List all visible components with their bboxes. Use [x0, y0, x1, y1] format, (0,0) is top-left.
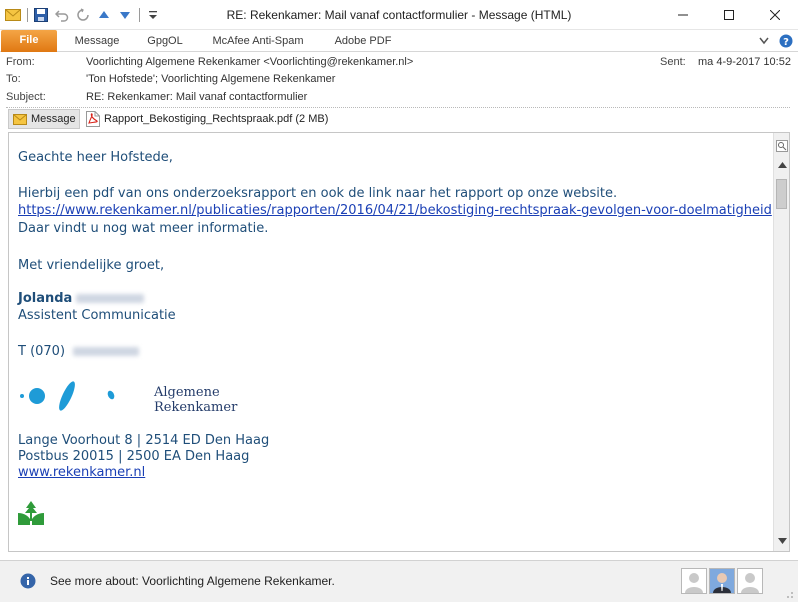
address-line-2: Postbus 20015 | 2500 EA Den Haag — [18, 449, 250, 464]
close-icon — [770, 10, 780, 20]
tab-gpgol[interactable]: GpgOL — [147, 35, 183, 47]
logo-wordmark: Algemene Rekenkamer — [154, 385, 238, 415]
contact-avatar[interactable] — [737, 568, 763, 594]
tab-file[interactable]: File — [1, 30, 57, 52]
see-more-about-text[interactable]: See more about: Voorlichting Algemene Rekenkamer. — [50, 574, 335, 588]
person-photo-icon — [710, 569, 734, 593]
rekenkamer-logo-mark — [18, 379, 138, 413]
to-value[interactable]: 'Ton Hofstede'; Voorlichting Algemene Rekenkamer — [86, 73, 336, 85]
scrollbar-thumb[interactable] — [776, 179, 787, 209]
closing-text: Met vriendelijke groet, — [18, 258, 165, 273]
contact-avatar-photo[interactable] — [709, 568, 735, 594]
signature-role: Assistent Communicatie — [18, 308, 176, 323]
contact-avatar[interactable] — [681, 568, 707, 594]
sent-label: Sent: — [660, 56, 686, 68]
message-view-tab[interactable] — [8, 109, 80, 129]
signature-first-name: Jolanda — [18, 291, 73, 306]
maximize-button[interactable] — [706, 0, 752, 30]
people-pane-bar — [0, 560, 798, 602]
pdf-attachment[interactable] — [86, 109, 328, 129]
rekenkamer-logo — [18, 379, 298, 415]
message-view-label: Message — [31, 113, 76, 125]
website-line — [18, 465, 145, 480]
ribbon-tab-bar — [0, 30, 798, 52]
print-environment-icon — [18, 499, 46, 525]
help-icon[interactable] — [778, 33, 794, 49]
pdf-attachment-name: Rapport_Bekostiging_Rechtspraak.pdf (2 MB) — [104, 113, 329, 125]
ribbon-controls — [756, 33, 794, 49]
from-label: From: — [6, 56, 35, 68]
tab-message[interactable]: Message — [74, 35, 120, 47]
tab-adobe-pdf[interactable]: Adobe PDF — [334, 35, 392, 47]
arrow-up-icon — [778, 162, 787, 168]
pdf-file-icon — [86, 111, 100, 127]
scroll-up-button[interactable] — [775, 157, 789, 172]
window-title: RE: Rekenkamer: Mail vanaf contactformulier - Message (HTML) — [226, 8, 572, 22]
subject-label: Subject: — [6, 91, 46, 103]
instant-search-icon[interactable] — [775, 138, 789, 153]
body-paragraph-2: Daar vindt u nog wat meer informatie. — [18, 221, 269, 236]
svg-text:?: ? — [783, 37, 789, 48]
message-body-pane — [8, 132, 790, 552]
resize-grip-icon[interactable] — [786, 591, 794, 599]
to-label: To: — [6, 73, 21, 85]
info-icon — [20, 573, 36, 589]
report-link[interactable]: https://www.rekenkamer.nl/publicaties/rapporten/2016/04/21/bekostiging-rechtspraak-gevolgen-voor-doelmatigheid — [18, 203, 772, 218]
sent-value: ma 4-9-2017 10:52 — [698, 56, 791, 68]
attachment-bar — [0, 108, 798, 130]
signature-phone-line — [18, 344, 139, 359]
body-paragraph-1: Hierbij een pdf van ons onderzoeksrapport en ook de link naar het rapport op onze website. — [18, 186, 618, 201]
person-silhouette-icon — [682, 569, 706, 593]
maximize-icon — [724, 10, 734, 20]
phone-prefix: T (070) — [18, 344, 66, 359]
expand-ribbon-icon[interactable] — [756, 33, 772, 49]
arrow-down-icon — [778, 538, 787, 544]
from-value[interactable]: Voorlichting Algemene Rekenkamer <Voorlichting@rekenkamer.nl> — [86, 56, 414, 68]
redacted-surname — [76, 294, 144, 303]
greeting-text: Geachte heer Hofstede, — [18, 150, 173, 165]
envelope-icon — [13, 114, 27, 125]
minimize-button[interactable] — [660, 0, 706, 30]
person-silhouette-icon — [738, 569, 762, 593]
close-button[interactable] — [752, 0, 798, 30]
title-bar — [0, 0, 798, 30]
website-link[interactable]: www.rekenkamer.nl — [18, 465, 146, 480]
message-header — [0, 53, 798, 107]
minimize-icon — [678, 10, 688, 20]
subject-value: RE: Rekenkamer: Mail vanaf contactformulier — [86, 91, 308, 103]
tab-mcafee-anti-spam[interactable]: McAfee Anti-Spam — [212, 35, 304, 47]
scroll-down-button[interactable] — [775, 533, 789, 548]
vertical-scrollbar[interactable] — [773, 133, 789, 551]
report-link-line — [18, 203, 776, 218]
signature-name-line — [18, 291, 144, 306]
redacted-phone-number — [73, 347, 139, 356]
address-line-1: Lange Voorhout 8 | 2514 ED Den Haag — [18, 433, 270, 448]
